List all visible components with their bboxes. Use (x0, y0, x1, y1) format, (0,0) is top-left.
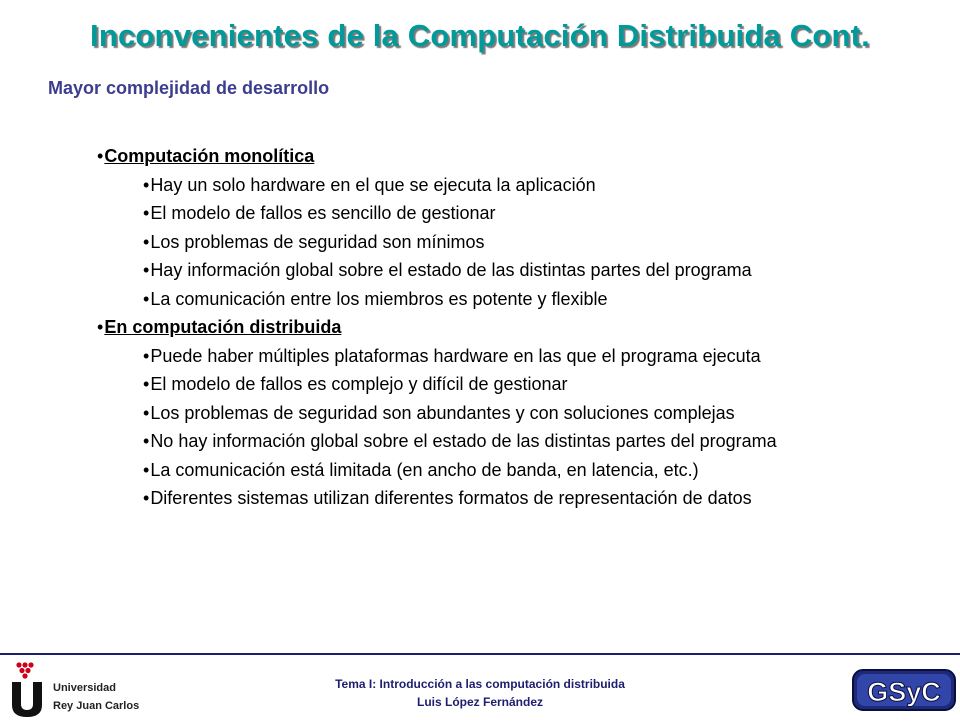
list-item (143, 484, 960, 513)
gsyc-logo-icon (852, 664, 956, 716)
gsyc-logo (852, 664, 956, 716)
section-heading-monolithic (97, 142, 960, 171)
bullet: • (143, 345, 150, 366)
university-name-line1: Universidad (53, 682, 116, 694)
bullet: • (143, 203, 150, 223)
bullet: • (97, 317, 104, 337)
bullet: • (97, 146, 104, 166)
list-item-text: Los problemas de seguridad son abundantes y con soluciones complejas (150, 402, 735, 423)
list-item (143, 399, 960, 428)
bullet: • (143, 174, 150, 195)
slide-subtitle: Mayor complejidad de desarrollo (48, 78, 330, 98)
section-heading-distributed (97, 313, 960, 342)
list-item (143, 171, 960, 200)
bullet: • (143, 231, 150, 252)
list-item (143, 456, 960, 485)
footer-divider (0, 653, 960, 655)
list-item (143, 427, 960, 456)
bullet: • (143, 260, 150, 280)
university-name-line2: Rey Juan Carlos (53, 700, 140, 712)
gsyc-logo-text: GSyC (867, 677, 941, 707)
list-item-text: El modelo de fallos es sencillo de gestionar (150, 203, 496, 223)
list-item (143, 285, 960, 314)
list-item-text: La comunicación entre los miembros es potente y flexible (150, 288, 608, 309)
footer-course-title: Tema I: Introducción a las computación distribuida (335, 677, 625, 691)
section-heading-label: Computación monolítica (104, 146, 315, 166)
list-item (143, 342, 960, 371)
list-item-text: Hay un solo hardware en el que se ejecuta la aplicación (150, 174, 596, 195)
list-item (143, 199, 960, 228)
bullet: • (143, 288, 150, 309)
list-item (143, 256, 960, 285)
bullet: • (143, 459, 150, 480)
list-item-text: Diferentes sistemas utilizan diferentes formatos de representación de datos (150, 488, 752, 508)
footer-author: Luis López Fernández (416, 695, 543, 709)
list-item (143, 228, 960, 257)
section-heading-label: En computación distribuida (104, 317, 342, 337)
bullet: • (143, 431, 150, 451)
list-item-text: La comunicación está limitada (en ancho de banda, en latencia, etc.) (150, 459, 699, 480)
list-item-text: Los problemas de seguridad son mínimos (150, 231, 485, 252)
list-item-text: El modelo de fallos es complejo y difícil de gestionar (150, 374, 568, 394)
bullet: • (143, 402, 150, 423)
list-item-text: No hay información global sobre el estado de las distintas partes del programa (150, 431, 777, 451)
bullet: • (143, 374, 150, 394)
footer-caption (0, 675, 960, 711)
bullet-list (0, 142, 960, 513)
bullet: • (143, 488, 150, 508)
list-item-text: Puede haber múltiples plataformas hardware en las que el programa ejecuta (150, 345, 761, 366)
list-item-text: Hay información global sobre el estado de las distintas partes del programa (150, 260, 752, 280)
list-item (143, 370, 960, 399)
slide-title: Inconvenientes de la Computación Distribuida Cont. (90, 18, 870, 53)
